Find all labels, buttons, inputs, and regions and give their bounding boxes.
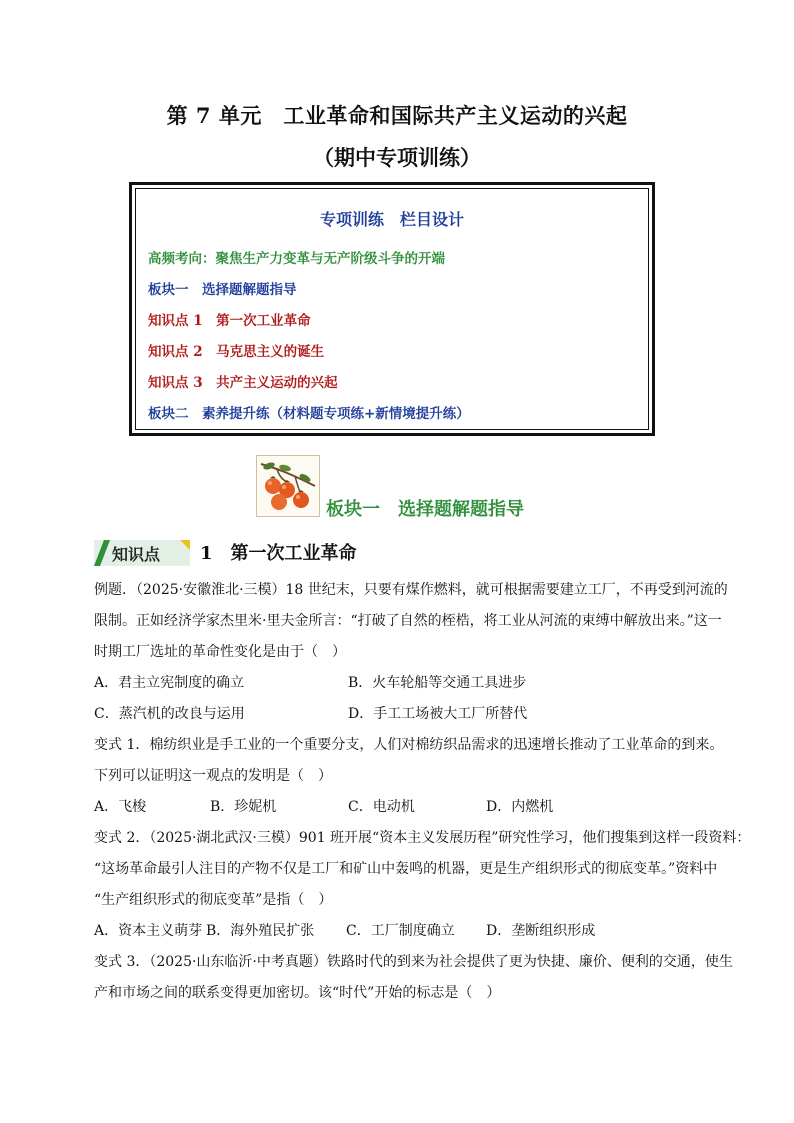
knowledge-point-1-line: 知识点 1 第一次工业革命 bbox=[148, 313, 311, 329]
example-option-a: A．君主立宪制度的确立 bbox=[94, 675, 245, 691]
variant1-option-b: B．珍妮机 bbox=[210, 799, 277, 815]
page-title: 第 7 单元 工业革命和国际共产主义运动的兴起 bbox=[166, 103, 628, 128]
variant2-line-1: 变式 2．（2025·湖北武汉·三模）901 班开展“资本主义发展历程”研究性学习，他们搜集到这样一段资料： bbox=[94, 830, 751, 846]
example-option-d: D．手工工场被大工厂所替代 bbox=[348, 706, 528, 722]
focus-direction-line: 高频考向：聚焦生产力变革与无产阶级斗争的开端 bbox=[148, 251, 445, 267]
persimmon-branch-icon bbox=[256, 455, 320, 517]
section-banner bbox=[256, 455, 576, 525]
block-two-line: 板块二 素养提升练（材料题专项练+新情境提升练） bbox=[148, 406, 470, 422]
example-question-line-3: 时期工厂选址的革命性变化是由于（ ） bbox=[94, 644, 346, 660]
variant3-line-1: 变式 3．（2025·山东临沂·中考真题）铁路时代的到来为社会提供了更为快捷、廉价、便利的交通，使生 bbox=[94, 954, 733, 970]
variant2-option-a: A．资本主义萌芽 bbox=[94, 923, 203, 939]
knowledge-point-title: 1 第一次工业革命 bbox=[200, 543, 357, 564]
variant1-option-c: C．电动机 bbox=[348, 799, 415, 815]
example-option-b: B．火车轮船等交通工具进步 bbox=[348, 675, 527, 691]
variant2-option-b: B．海外殖民扩张 bbox=[206, 923, 315, 939]
variant1-line-1: 变式 1．棉纺织业是手工业的一个重要分支，人们对棉纺织品需求的迅速增长推动了工业革命的到来。 bbox=[94, 737, 724, 753]
example-question-line-2: 限制。正如经济学家杰里米·里夫金所言：“打破了自然的桎梏，将工业从河流的束缚中解放出来。”这一 bbox=[94, 613, 722, 629]
variant2-option-d: D．垄断组织形成 bbox=[486, 923, 596, 939]
variant2-option-c: C．工厂制度确立 bbox=[346, 923, 455, 939]
knowledge-point-2-line: 知识点 2 马克思主义的诞生 bbox=[148, 344, 325, 360]
knowledge-point-badge bbox=[94, 540, 190, 564]
variant1-option-a: A．飞梭 bbox=[94, 799, 147, 815]
section-banner-label: 板块一 选择题解题指导 bbox=[326, 499, 524, 520]
page-subtitle: （期中专项训练） bbox=[313, 145, 481, 170]
design-box-title: 专项训练 栏目设计 bbox=[319, 210, 464, 229]
variant2-line-2: “这场革命最引人注目的产物不仅是工厂和矿山中轰鸣的机器，更是生产组织形式的彻底变革。”资料中 bbox=[94, 861, 718, 877]
knowledge-point-3-line: 知识点 3 共产主义运动的兴起 bbox=[148, 375, 338, 391]
example-question-line-1: 例题．（2025·安徽淮北·三模）18 世纪末，只要有煤作燃料，就可根据需要建立工厂，不再受到河流的 bbox=[94, 582, 728, 598]
variant3-line-2: 产和市场之间的联系变得更加密切。该“时代”开始的标志是（ ） bbox=[94, 985, 501, 1001]
knowledge-point-badge-label: 知识点 bbox=[112, 545, 161, 564]
example-option-c: C．蒸汽机的改良与运用 bbox=[94, 706, 245, 722]
block-one-line: 板块一 选择题解题指导 bbox=[148, 282, 297, 298]
variant1-option-d: D．内燃机 bbox=[486, 799, 554, 815]
knowledge-point-heading bbox=[94, 538, 594, 568]
variant2-line-3: “生产组织形式的彻底变革”是指（ ） bbox=[94, 892, 333, 908]
variant1-line-2: 下列可以证明这一观点的发明是（ ） bbox=[94, 768, 332, 784]
column-design-box bbox=[129, 182, 655, 436]
